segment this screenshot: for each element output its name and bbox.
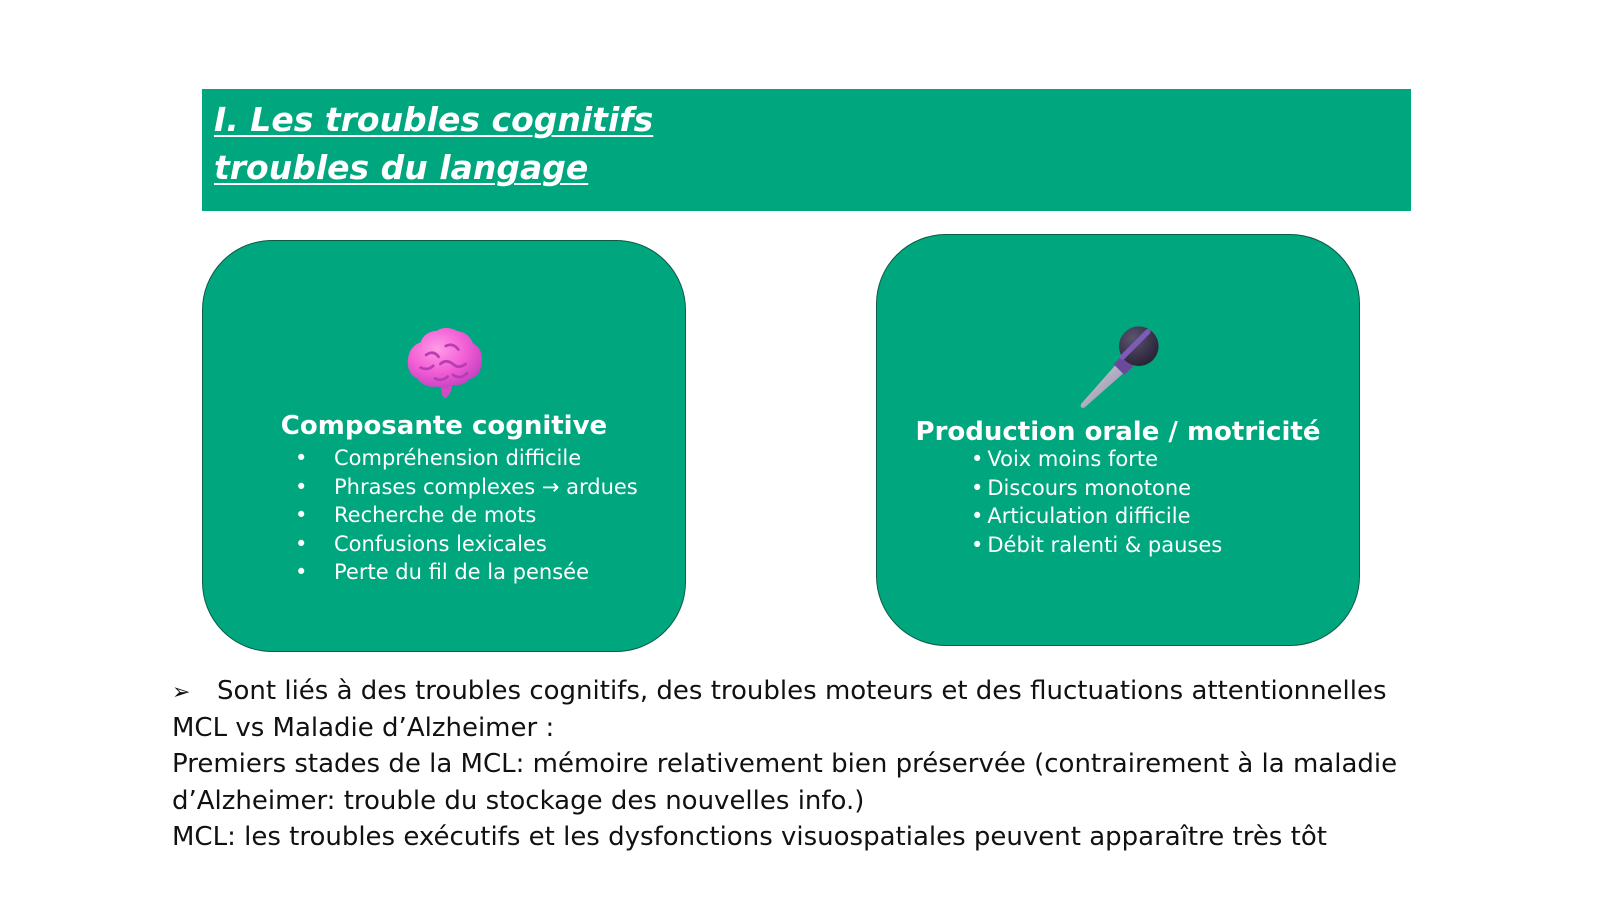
list-item [295, 558, 638, 587]
arrow-bullet-icon: ➢ [172, 680, 191, 705]
list-item-text: Discours monotone [987, 475, 1192, 500]
list-item [971, 445, 1222, 474]
body-line-2: MCL vs Maladie d’Alzheimer : [172, 712, 555, 743]
body-line-text: Sont liés à des troubles cognitifs, des troubles moteurs et des fluctuations attentionnelles [217, 676, 1387, 706]
bullet: • [295, 560, 308, 584]
brain-icon [399, 319, 489, 409]
bullet: • [295, 503, 308, 527]
microphone-icon [1074, 321, 1164, 411]
list-item [971, 502, 1222, 531]
list-item [971, 474, 1222, 503]
list-item [295, 473, 638, 502]
list-item-text: Articulation difficile [987, 504, 1191, 528]
bullet: • [295, 531, 308, 556]
bullet: • [971, 504, 984, 528]
body-line-5: MCL: les troubles exécutifs et les dysfonctions visuospatiales peuvent apparaître très tôt [172, 822, 1327, 852]
list-item [971, 531, 1222, 560]
title-line-1: I. Les troubles cognitifs [214, 100, 654, 139]
card-heading: Composante cognitive [280, 411, 608, 441]
bullet: • [971, 447, 984, 471]
list-item-text: Recherche de mots [334, 503, 537, 527]
bullet: • [971, 475, 984, 500]
list-item-text: Perte du fil de la pensée [334, 560, 589, 584]
list-item [295, 444, 638, 473]
body-line-1 [172, 673, 1472, 710]
list-item [295, 530, 638, 559]
bullet: • [295, 474, 308, 499]
body-line-4: d’Alzheimer: trouble du stockage des nouvelles info.) [172, 785, 865, 816]
list-item-text: Débit ralenti & pauses [987, 532, 1223, 557]
list-item [295, 501, 638, 530]
card-heading: Production orale / motricité [915, 417, 1321, 447]
bullet: • [971, 532, 984, 557]
cognitive-list [295, 444, 638, 587]
oral-production-list [971, 445, 1222, 559]
body-line-3: Premiers stades de la MCL: mémoire relativement bien préservée (contrairement à la maladie [172, 749, 1398, 779]
oral-production-card [876, 234, 1360, 646]
list-item-text: Compréhension difficile [334, 446, 582, 470]
title-line-2: troubles du langage [214, 148, 589, 187]
bullet: • [295, 446, 308, 470]
cognitive-component-card [202, 240, 686, 652]
body-text [172, 673, 1472, 856]
title-banner [202, 89, 1411, 211]
list-item-text: Confusions lexicales [334, 531, 547, 556]
list-item-text: Phrases complexes → ardues [334, 474, 638, 499]
list-item-text: Voix moins forte [987, 447, 1159, 471]
